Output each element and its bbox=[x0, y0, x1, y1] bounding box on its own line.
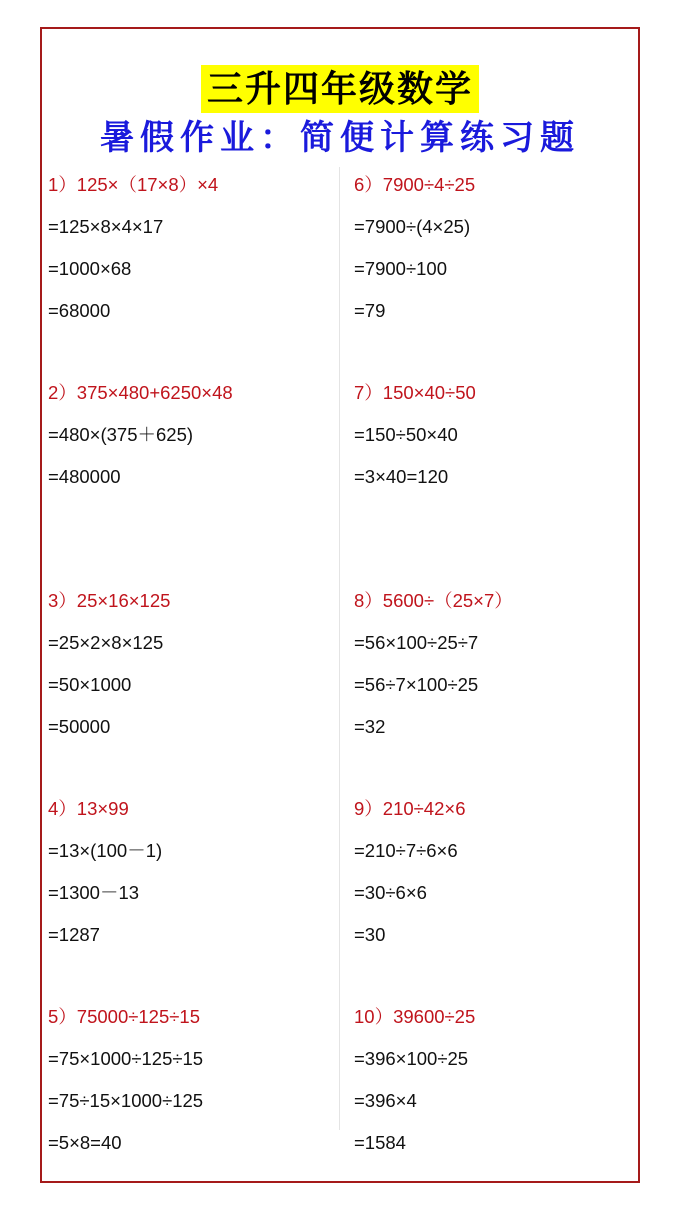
problem-7 bbox=[354, 383, 644, 591]
problem-2 bbox=[48, 383, 338, 591]
problem-step: =7900÷100 bbox=[354, 258, 447, 279]
problem-5 bbox=[48, 1007, 338, 1215]
problem-step: =79 bbox=[354, 300, 386, 321]
problem-6 bbox=[354, 175, 644, 383]
problem-question: 8）5600÷（25×7） bbox=[354, 590, 513, 611]
problem-step: =75÷15×1000÷125 bbox=[48, 1090, 204, 1111]
problem-question: 6）7900÷4÷25 bbox=[354, 174, 476, 195]
worksheet-frame bbox=[40, 27, 640, 1183]
problem-step: =1000×68 bbox=[48, 258, 132, 279]
problem-step: =50×1000 bbox=[48, 674, 132, 695]
left-column bbox=[48, 175, 338, 1215]
problem-step: =30 bbox=[354, 924, 386, 945]
problem-step: =125×8×4×17 bbox=[48, 216, 164, 237]
problem-4 bbox=[48, 799, 338, 1007]
problem-step: =396×4 bbox=[354, 1090, 417, 1111]
problem-10 bbox=[354, 1007, 644, 1215]
problem-step: =25×2×8×125 bbox=[48, 632, 164, 653]
problem-question: 3）25×16×125 bbox=[48, 590, 171, 611]
problem-step: =480×(375＋625) bbox=[48, 424, 194, 445]
problem-step: =56÷7×100÷25 bbox=[354, 674, 479, 695]
problem-step: =210÷7÷6×6 bbox=[354, 840, 458, 861]
problem-question: 9）210÷42×6 bbox=[354, 798, 466, 819]
problem-step: =150÷50×40 bbox=[354, 424, 458, 445]
problem-step: =32 bbox=[354, 716, 386, 737]
problem-question: 1）125×（17×8）×4 bbox=[48, 174, 219, 195]
problem-question: 5）75000÷125÷15 bbox=[48, 1006, 200, 1027]
problem-8 bbox=[354, 591, 644, 799]
subtitle-container bbox=[42, 115, 638, 161]
page-subtitle: 暑假作业：简便计算练习题 bbox=[100, 118, 580, 158]
problem-step: =1287 bbox=[48, 924, 100, 945]
problem-step: =480000 bbox=[48, 466, 121, 487]
problem-step: =30÷6×6 bbox=[354, 882, 427, 903]
title-container bbox=[42, 65, 638, 113]
problem-step: =1300－13 bbox=[48, 882, 140, 903]
right-column bbox=[354, 175, 644, 1215]
problem-step: =68000 bbox=[48, 300, 111, 321]
problem-step: =56×100÷25÷7 bbox=[354, 632, 479, 653]
problem-step: =396×100÷25 bbox=[354, 1048, 469, 1069]
problem-3 bbox=[48, 591, 338, 799]
problem-step: =1584 bbox=[354, 1132, 406, 1153]
problem-9 bbox=[354, 799, 644, 1007]
page-title: 三升四年级数学 bbox=[201, 65, 479, 113]
problem-step: =3×40=120 bbox=[354, 466, 449, 487]
problem-step: =5×8=40 bbox=[48, 1132, 122, 1153]
column-divider bbox=[339, 167, 340, 1130]
problem-1 bbox=[48, 175, 338, 383]
problem-question: 10）39600÷25 bbox=[354, 1006, 476, 1027]
problem-question: 4）13×99 bbox=[48, 798, 129, 819]
problem-step: =75×1000÷125÷15 bbox=[48, 1048, 204, 1069]
problem-step: =50000 bbox=[48, 716, 111, 737]
problem-question: 2）375×480+6250×48 bbox=[48, 382, 233, 403]
problem-step: =13×(100－1) bbox=[48, 840, 163, 861]
problem-question: 7）150×40÷50 bbox=[354, 382, 476, 403]
problem-step: =7900÷(4×25) bbox=[354, 216, 471, 237]
